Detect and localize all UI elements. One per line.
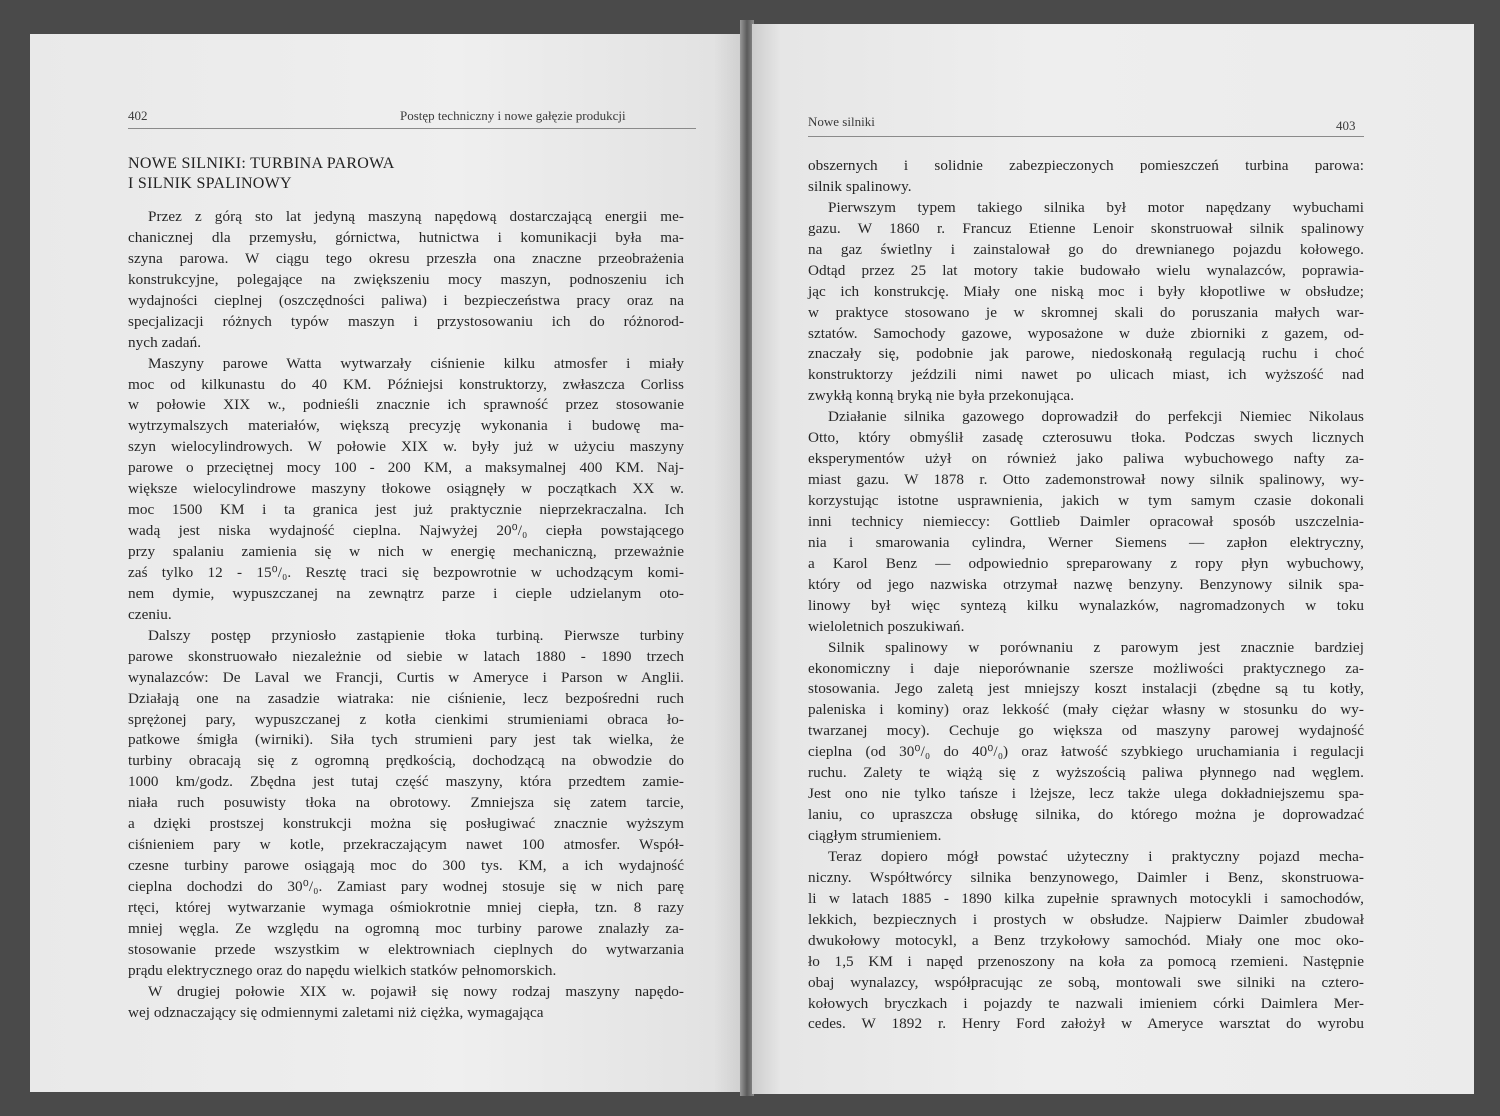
text-line: zwykłą konną bryką nie była przekonująca.: [808, 387, 1075, 405]
right-body-text: [808, 156, 1364, 1035]
text-line: niała ruch posuwisty tłoka na obrotowy. Zmniejsza się zatem tarcie,: [128, 794, 684, 812]
text-line: wieloletnich poszukiwań.: [808, 617, 965, 635]
text-line: ruchu. Zalety te wiążą się z wyższością paliwa płynnego nad węglem.: [808, 764, 1364, 782]
text-line: Jest ono nie tylko tańsze i lżejsze, lecz także ulega dokładniejszemu spa-: [808, 785, 1364, 803]
text-line: w połowie XIX w., podnieśli znacznie ich sprawność przez stosowanie: [128, 396, 684, 414]
header-rule: [808, 136, 1364, 137]
right-page: [752, 24, 1474, 1094]
text-line: twarzanej mocy). Cechuje go większa od maszyny parowej wydajność: [808, 722, 1364, 740]
text-line: ciśnieniem pary w kotle, przekraczającym nawet 100 atmosfer. Współ-: [128, 836, 684, 854]
chapter-title: [128, 154, 395, 194]
text-line: Pierwszym typem takiego silnika był motor napędzany wybuchami: [828, 198, 1364, 216]
text-line: korzystując istotne usprawnienia, jakich w tym samym czasie dokonali: [808, 492, 1364, 509]
text-line: obaj wynalazcy, współpracując ze sobą, montowali swe silniki na cztero-: [808, 973, 1364, 991]
chapter-title-line: I SILNIK SPALINOWY: [128, 175, 292, 192]
text-line: Teraz dopiero mógł powstać użyteczny i praktyczny pojazd mecha-: [828, 847, 1364, 865]
text-line: eksperymentów użył on również jako paliwa wybuchowego nafty za-: [808, 450, 1364, 468]
text-line: prądu elektrycznego oraz do napędu wielkich statków pełnomorskich.: [128, 961, 557, 979]
text-line: Silnik spalinowy w porównaniu z parowym jest znacznie bardziej: [828, 638, 1364, 656]
text-line: ekonomiczny i daje nieporównanie szersze możliwości praktycznego za-: [808, 659, 1364, 677]
text-line: a Karol Benz — odpowiednio spreparowany z ropy płyn wybuchowy,: [808, 554, 1364, 572]
text-line: wynalazców: De Laval we Francji, Curtis w Ameryce i Parson w Anglii.: [128, 668, 684, 686]
text-line: nych zadań.: [128, 333, 202, 351]
text-line: znaczały się, podobnie jak parowe, niedoskonałą regulacją ruchu i choć: [808, 345, 1364, 363]
text-line: wydajności cieplnej (oszczędności paliwa) i bezpieczeństwa pracy oraz na: [128, 291, 684, 309]
text-line: sprężonej pary, wypuszczanej z kotła cienkimi strumieniami obraca ło-: [128, 710, 684, 728]
text-line: lekkich, bezpiecznych i prostych w obsłudze. Najpierw Daimler zbudował: [808, 910, 1364, 928]
running-head: Nowe silniki: [808, 114, 875, 129]
text-line: ciągłym strumieniem.: [808, 827, 942, 844]
text-line: Maszyny parowe Watta wytwarzały ciśnienie kilku atmosfer i miały: [148, 354, 684, 372]
text-line: wadą jest niska wydajność cieplna. Najwyżej 20⁰/₀ ciepła powstającego: [128, 522, 684, 540]
text-line: a dzięki prostszej konstrukcji można się posługiwać znacznie wyższym: [128, 815, 684, 833]
text-line: parowe skonstruowało niezależnie od siebie w latach 1880 - 1890 trzech: [128, 647, 684, 665]
text-line: li w latach 1885 - 1890 kilka zupełnie sprawnych motocykli i samochodów,: [808, 889, 1364, 907]
text-line: W drugiej połowie XIX w. pojawił się nowy rodzaj maszyny napędo-: [148, 982, 684, 1000]
text-line: cedes. W 1892 r. Henry Ford założył w Ameryce warsztat do wyrobu: [808, 1015, 1364, 1033]
text-line: wytrzymalszych materiałów, większą precyzję wykonania i budowę ma-: [128, 417, 684, 435]
text-line: miast gazu. W 1878 r. Otto zademonstrował nowy silnik spalinowy, wy-: [808, 471, 1364, 489]
text-line: Działają one na zasadzie wiatraka: nie ciśnienie, lecz bezpośredni ruch: [128, 689, 684, 707]
text-line: sztatów. Samochody gazowe, wyposażone w duże zbiorniki z gazem, od-: [808, 324, 1364, 342]
text-line: nem dymie, wypuszczanej na zewnątrz parze i cieple udzielanym oto-: [128, 584, 684, 602]
text-line: laniu, co upraszcza obsługę silnika, do którego można je doprowadzać: [808, 806, 1364, 824]
text-line: Działanie silnika gazowego doprowadził do perfekcji Niemiec Nikolaus: [828, 408, 1364, 426]
text-line: stosowania. Jego zaletą jest mniejszy koszt instalacji (zbędne są tu kotły,: [808, 680, 1364, 698]
running-head: Postęp techniczny i nowe gałęzie produkcji: [400, 108, 626, 123]
text-line: Otto, który obmyślił zasadę czterosuwu tłoka. Podczas swych licznych: [808, 429, 1364, 447]
text-line: cieplna dochodzi do 30⁰/₀. Zamiast pary wodnej stosuje się w nich parę: [128, 878, 684, 895]
text-line: jąc ich konstrukcję. Miały one niską moc i były kłopotliwe w obsłudze;: [808, 282, 1364, 300]
text-line: Przez z górą sto lat jedyną maszyną napędową dostarczającą energii me-: [148, 208, 684, 225]
left-page: [30, 34, 742, 1092]
text-line: nia i smarowania cylindra, Werner Siemens — zapłon elektryczny,: [808, 533, 1364, 551]
text-line: silnik spalinowy.: [808, 177, 912, 195]
left-body-text: [128, 207, 684, 1024]
text-line: 1000 km/godz. Zbędna jest tutaj część maszyny, która przedtem zamie-: [128, 773, 684, 791]
text-line: cieplna (od 30⁰/₀ do 40⁰/₀) oraz łatwość szybkiego uruchamiania i regulacji: [808, 743, 1364, 761]
chapter-title-line: NOWE SILNIKI: TURBINA PAROWA: [128, 155, 395, 172]
text-line: inni technicy niemieccy: Gottlieb Daimler opracował sposób uszczelnia-: [808, 512, 1364, 530]
text-line: większe wielocylindrowe maszyny tłokowe osiągnęły w początkach XX w.: [128, 480, 684, 498]
text-line: w praktyce stosowano je w skromnej skali do poruszania małych war-: [808, 303, 1364, 321]
text-line: gazu. W 1860 r. Francuz Etienne Lenoir skonstruował silnik spalinowy: [808, 219, 1364, 237]
text-line: niczny. Współtwórcy silnika benzynowego, Daimler i Benz, skonstruowa-: [808, 868, 1364, 886]
text-line: kołowych bryczkach i pojazdy te nazwali imieniem córki Daimlera Mer-: [808, 994, 1364, 1012]
text-line: szyn wielocylindrowych. W połowie XIX w. były już w użyciu maszyny: [128, 438, 684, 456]
text-line: patkowe śmigła (wirniki). Siła tych strumieni pary jest tak wielka, że: [128, 731, 684, 749]
text-line: linowy był więc syntezą kilku wynalazków, nagromadzonych w toku: [808, 596, 1364, 614]
header-rule: [128, 128, 696, 129]
text-line: konstruktorzy jeździli nimi nawet po ulicach miast, ich wyższość nad: [808, 366, 1364, 384]
text-line: obszernych i solidnie zabezpieczonych pomieszczeń turbina parowa:: [808, 157, 1364, 174]
text-line: turbiny obracają się z ogromną prędkością, dochodzącą na obwodzie do: [128, 752, 684, 770]
text-line: przy spalaniu zamienia się w nich w energię mechaniczną, przeważnie: [128, 543, 684, 560]
text-line: parowe o przeciętnej mocy 100 - 200 KM, a maksymalnej 400 KM. Naj-: [128, 459, 684, 477]
text-line: który od jego nazwiska otrzymał nazwę benzyny. Benzynowy silnik spa-: [808, 575, 1364, 593]
text-line: konstrukcyjne, polegające na zwiększeniu mocy maszyn, podnoszeniu ich: [128, 270, 684, 288]
text-line: Odtąd przez 25 lat motory takie budowało wielu wynalazców, poprawia-: [808, 261, 1364, 279]
text-line: chanicznej dla przemysłu, górnictwa, hutnictwa i komunikacji była ma-: [128, 228, 684, 246]
text-line: mniej węgla. Ze względu na ogromną moc turbiny parowe znalazły za-: [128, 919, 684, 937]
text-line: specjalizacji różnych typów maszyn i przystosowaniu ich do różnorod-: [128, 312, 684, 330]
text-line: czeniu.: [128, 605, 172, 623]
text-line: moc 1500 KM i ta granica jest już praktycznie nieprzekraczalna. Ich: [128, 501, 684, 519]
page-number: 403: [1336, 118, 1356, 133]
page-number: 402: [128, 108, 148, 123]
text-line: dwukołowy motocykl, a Benz trzykołowy samochód. Miały one moc oko-: [808, 931, 1364, 949]
text-line: paleniska i kominy) oraz lekkość (mały ciężar własny w stosunku do wy-: [808, 701, 1364, 719]
text-line: Dalszy postęp przyniosło zastąpienie tłoka turbiną. Pierwsze turbiny: [148, 626, 684, 644]
text-line: zaś tylko 12 - 15⁰/₀. Resztę traci się bezpowrotnie w uchodzącym komi-: [128, 563, 684, 581]
text-line: na gaz świetlny i zainstalował go do drewnianego pojazdu kołowego.: [808, 240, 1364, 258]
text-line: szyna parowa. W ciągu tego okresu przeszła ona znaczne przeobrażenia: [128, 249, 684, 267]
text-line: ło 1,5 KM i napęd przenoszony na koła za pomocą rzemieni. Następnie: [808, 952, 1364, 970]
text-line: moc od kilkunastu do 40 KM. Późniejsi konstruktorzy, zwłaszcza Corliss: [128, 375, 684, 393]
text-line: rtęci, której wytwarzanie wymaga ośmiokrotnie mniej ciepła, tzn. 8 razy: [128, 898, 684, 916]
text-line: stosowanie przede wszystkim w elektrowniach cieplnych do wytwarzania: [128, 940, 684, 958]
text-line: czesne turbiny parowe osiągają moc do 300 tys. KM, a ich wydajność: [128, 857, 684, 875]
text-line: wej odznaczający się odmiennymi zaletami niż ciężka, wymagająca: [128, 1003, 544, 1021]
